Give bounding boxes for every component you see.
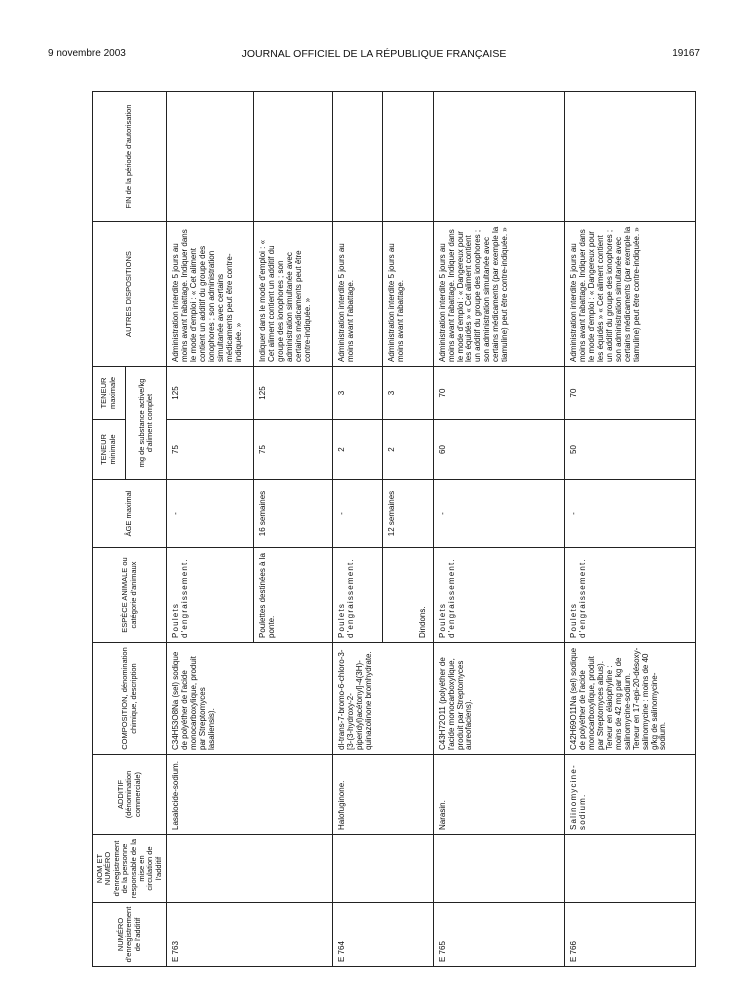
- cell-additif: Lasalocide-sodium.: [167, 755, 333, 835]
- col-header-units: mg de substance active/kg d'aliment complet: [125, 367, 166, 480]
- cell-espece: Poulets d'engraissement.: [433, 548, 564, 643]
- cell-composition: C42H69O11Na (sel) sodique de polyéther de l'acide monocarboxylique, produit par Streptomyces albus). Teneur en élaiophyline : moins de 42 mg par kg de salinomycine-sodium. Teneur en 17-epi-20-désoxy-salinomycine : moins de 40 g/kg de salinomycine-sodium.: [564, 643, 695, 755]
- additives-table: [92, 91, 696, 967]
- cell-espece: Poulettes destinées à la ponte.: [253, 548, 332, 643]
- cell-autres: Administration interdite 5 jours au moins avant l'abattage.: [332, 222, 382, 367]
- cell-composition: C34H53O8Na (sel) sodique de polyéther de l'acide monocarboxylique, produit par Streptomyces lasaliensis).: [167, 643, 333, 755]
- cell-age: -: [433, 480, 564, 548]
- cell-fin: [383, 92, 433, 222]
- cell-tmax: 70: [433, 367, 564, 420]
- rotated-table-container: [92, 92, 676, 967]
- cell-espece: Poulets d'engraissement.: [564, 548, 695, 643]
- page-number: 19167: [672, 48, 700, 59]
- cell-num: E 766: [564, 903, 695, 967]
- cell-age: 16 semaines: [253, 480, 332, 548]
- cell-age: -: [167, 480, 254, 548]
- cell-age: -: [564, 480, 695, 548]
- cell-tmax: 3: [383, 367, 433, 420]
- cell-tmin: 75: [253, 420, 332, 480]
- col-header-additif: ADDITIF (dénomination commerciale): [93, 755, 167, 835]
- col-header-espece: ESPÈCE ANIMALE ou catégorie d'animaux: [93, 548, 167, 643]
- cell-nom: [332, 835, 433, 903]
- cell-age: -: [332, 480, 382, 548]
- cell-tmax: 3: [332, 367, 382, 420]
- cell-tmin: 50: [564, 420, 695, 480]
- col-header-age: ÂGE maximal: [93, 480, 167, 548]
- cell-tmin: 75: [167, 420, 254, 480]
- col-header-nom: NOM ET NUMÉRO d'enregistrement de la personne responsable de la mise en circulation de l'additif: [93, 835, 167, 903]
- cell-espece: Poulets d'engraissement.: [167, 548, 254, 643]
- cell-tmin: 60: [433, 420, 564, 480]
- cell-additif: Halofuginone.: [332, 755, 433, 835]
- cell-composition: dl-trans-7-bromo-6-chloro-3-[3-(3-hydroxy-2-piperidyl)acétonyl]-4(3H)-quinazolinone bromhydrate.: [332, 643, 433, 755]
- cell-additif: Narasin.: [433, 755, 564, 835]
- table-row: [167, 92, 254, 967]
- cell-age: 12 semaines: [383, 480, 433, 548]
- cell-fin: [433, 92, 564, 222]
- cell-autres: Administration interdite 5 jours au moins avant l'abattage. Indiquer dans le mode d'emploi : « Cet aliment contient un additif du groupe des ionophores ; son administration simultanée avec certains médicaments peut être contre-indiquée. »: [167, 222, 254, 367]
- cell-tmin: 2: [332, 420, 382, 480]
- col-header-composition: COMPOSITION, dénomination chimique, description: [93, 643, 167, 755]
- col-header-fin: FIN de la période d'autorisation: [93, 92, 167, 222]
- cell-tmin: 2: [383, 420, 433, 480]
- cell-additif: Salinomycine-sodium.: [564, 755, 695, 835]
- cell-nom: [433, 835, 564, 903]
- header-date: 9 novembre 2003: [48, 48, 126, 59]
- cell-autres: Administration interdite 5 jours au moins avant l'abattage.: [383, 222, 433, 367]
- cell-num: E 764: [332, 903, 433, 967]
- col-header-tmin: TENEUR minimale: [93, 420, 126, 480]
- cell-fin: [253, 92, 332, 222]
- header-row-1: [93, 92, 126, 967]
- table-row: [564, 92, 695, 967]
- table-row: [433, 92, 564, 967]
- table-row: [332, 92, 382, 967]
- cell-nom: [564, 835, 695, 903]
- cell-espece: Poulets d'engraissement.: [332, 548, 382, 643]
- cell-num: E 763: [167, 903, 333, 967]
- journal-title: JOURNAL OFFICIEL DE LA RÉPUBLIQUE FRANÇAISE: [241, 48, 507, 60]
- col-header-num: NUMÉRO d'enregistrement de l'additif: [93, 903, 167, 967]
- cell-autres: Indiquer dans le mode d'emploi : « Cet aliment contient un additif du groupe des ionophores ; son administration simultanée avec certains médicaments peut être contre-indiquée. »: [253, 222, 332, 367]
- col-header-autres: AUTRES DISPOSITIONS: [93, 222, 167, 367]
- cell-espece: Dindons.: [383, 548, 433, 643]
- cell-autres: Administration interdite 5 jours au moins avant l'abattage. Indiquer dans le mode d'emploi : « Dangereux pour les équidés » « Cet aliment contient un additif du groupe des ionophores ; son administration simultanée avec certains médicaments (par exemple la tiamuline) peut être contre-indiquée. »: [564, 222, 695, 367]
- col-header-tmax: TENEUR maximale: [93, 367, 126, 420]
- cell-autres: Administration interdite 5 jours au moins avant l'abattage. Indiquer dans le mode d'emploi : « Dangereux pour les équidés » « Cet aliment contient un additif du groupe des ionophores ; son administration simultanée avec certains médicaments (par exemple la tiamuline) peut être contre-indiquée. »: [433, 222, 564, 367]
- cell-fin: [564, 92, 695, 222]
- cell-tmax: 70: [564, 367, 695, 420]
- cell-fin: [167, 92, 254, 222]
- cell-tmax: 125: [167, 367, 254, 420]
- cell-nom: [167, 835, 333, 903]
- cell-composition: C43H72O11 (polyéther de l'acide monocarboxylique, produit par Streptomyces aureofaciens).: [433, 643, 564, 755]
- cell-fin: [332, 92, 382, 222]
- cell-tmax: 125: [253, 367, 332, 420]
- cell-num: E 765: [433, 903, 564, 967]
